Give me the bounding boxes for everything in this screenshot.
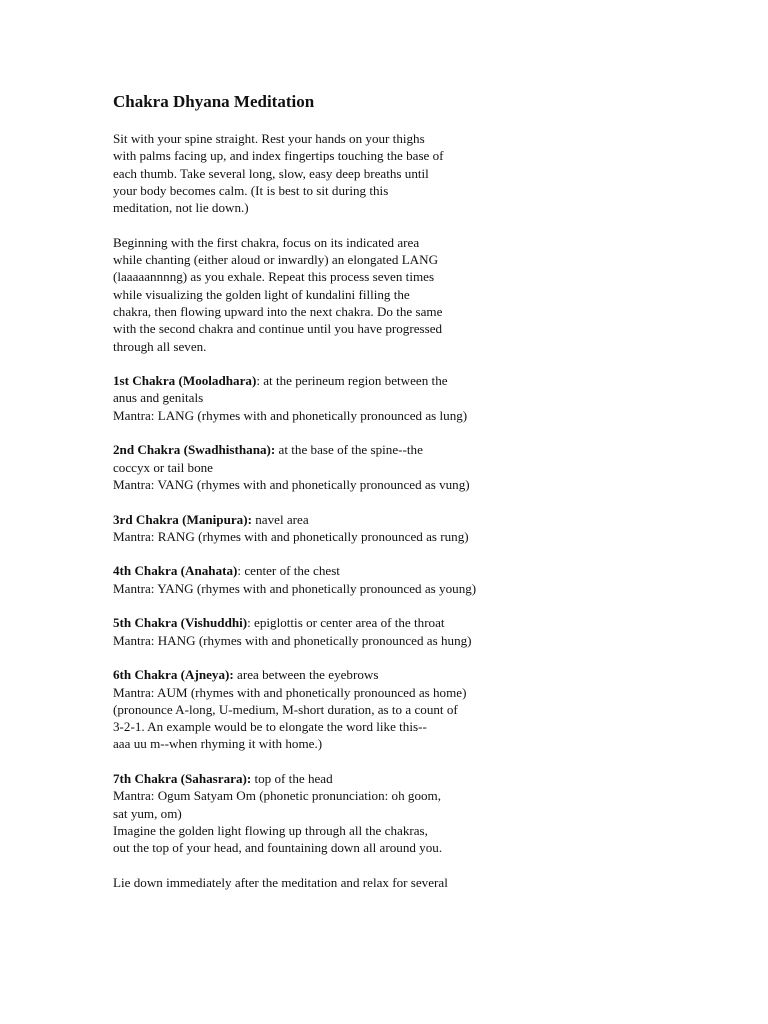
chakra-location: area between the eyebrows <box>233 667 379 683</box>
chakra-location: top of the head <box>251 770 333 786</box>
chakra-section-4 <box>113 562 553 597</box>
chakra-line: sat yum, om) <box>113 805 182 821</box>
chakra-line: anus and genitals <box>113 390 204 406</box>
chakra-location: at the base of the spine--the <box>275 442 423 458</box>
chakra-heading: 2nd Chakra (Swadhisthana): <box>113 442 276 458</box>
instructions-line: Beginning with the first chakra, focus on its indicated area <box>113 234 420 250</box>
chakra-line: aaa uu m--when rhyming it with home.) <box>113 736 323 752</box>
intro-line: with palms facing up, and index fingertips touching the base of <box>113 148 444 164</box>
chakra-mantra: Mantra: Ogum Satyam Om (phonetic pronunciation: oh goom, <box>113 788 442 804</box>
instructions-line: with the second chakra and continue until you have progressed <box>113 321 443 337</box>
chakra-heading: 7th Chakra (Sahasrara): <box>113 770 252 786</box>
chakra-line: out the top of your head, and fountaining down all around you. <box>113 840 443 856</box>
intro-line: meditation, not lie down.) <box>113 200 249 216</box>
document-body <box>113 130 553 891</box>
instructions-line: (laaaaannnng) as you exhale. Repeat this process seven times <box>113 269 435 285</box>
instructions-line: while visualizing the golden light of kundalini filling the <box>113 286 410 302</box>
chakra-heading: 1st Chakra (Mooladhara) <box>113 373 257 389</box>
chakra-mantra: Mantra: AUM (rhymes with and phonetically pronounced as home) <box>113 684 467 700</box>
chakra-section-5 <box>113 614 553 649</box>
chakra-heading: 5th Chakra (Vishuddhi) <box>113 615 248 631</box>
chakra-location: : center of the chest <box>237 563 340 579</box>
closing-line: Lie down immediately after the meditation and relax for several <box>113 874 448 890</box>
chakra-mantra: Mantra: VANG (rhymes with and phonetically pronounced as vung) <box>113 476 470 492</box>
intro-line: your body becomes calm. (It is best to sit during this <box>113 182 389 198</box>
chakra-heading: 3rd Chakra (Manipura): <box>113 511 252 527</box>
chakra-line: coccyx or tail bone <box>113 459 213 475</box>
instructions-line: while chanting (either aloud or inwardly) an elongated LANG <box>113 252 439 268</box>
chakra-mantra: Mantra: YANG (rhymes with and phonetically pronounced as young) <box>113 580 477 596</box>
instructions-line: through all seven. <box>113 338 207 354</box>
chakra-location: : epiglottis or center area of the throat <box>247 615 445 631</box>
intro-line: each thumb. Take several long, slow, easy deep breaths until <box>113 165 429 181</box>
chakra-mantra: Mantra: RANG (rhymes with and phonetically pronounced as rung) <box>113 528 469 544</box>
chakra-section-3 <box>113 511 553 546</box>
chakra-line: (pronounce A-long, U-medium, M-short duration, as to a count of <box>113 701 458 717</box>
chakra-mantra: Mantra: HANG (rhymes with and phonetically pronounced as hung) <box>113 632 472 648</box>
chakra-heading: 6th Chakra (Ajneya): <box>113 667 234 683</box>
closing-paragraph <box>113 874 553 891</box>
chakra-line: 3-2-1. An example would be to elongate the word like this-- <box>113 719 427 735</box>
chakra-section-1 <box>113 372 553 424</box>
intro-paragraph <box>113 130 553 216</box>
instructions-paragraph <box>113 234 553 355</box>
chakra-section-2 <box>113 441 553 493</box>
chakra-section-7 <box>113 770 553 856</box>
chakra-location: navel area <box>251 511 309 527</box>
chakra-mantra: Mantra: LANG (rhymes with and phonetically pronounced as lung) <box>113 407 468 423</box>
chakra-section-6 <box>113 666 553 752</box>
instructions-line: chakra, then flowing upward into the next chakra. Do the same <box>113 303 443 319</box>
chakra-line: Imagine the golden light flowing up through all the chakras, <box>113 822 428 838</box>
document-title: Chakra Dhyana Meditation <box>113 92 315 111</box>
chakra-heading: 4th Chakra (Anahata) <box>113 563 238 579</box>
chakra-location: : at the perineum region between the <box>256 373 448 389</box>
intro-line: Sit with your spine straight. Rest your hands on your thighs <box>113 131 425 146</box>
